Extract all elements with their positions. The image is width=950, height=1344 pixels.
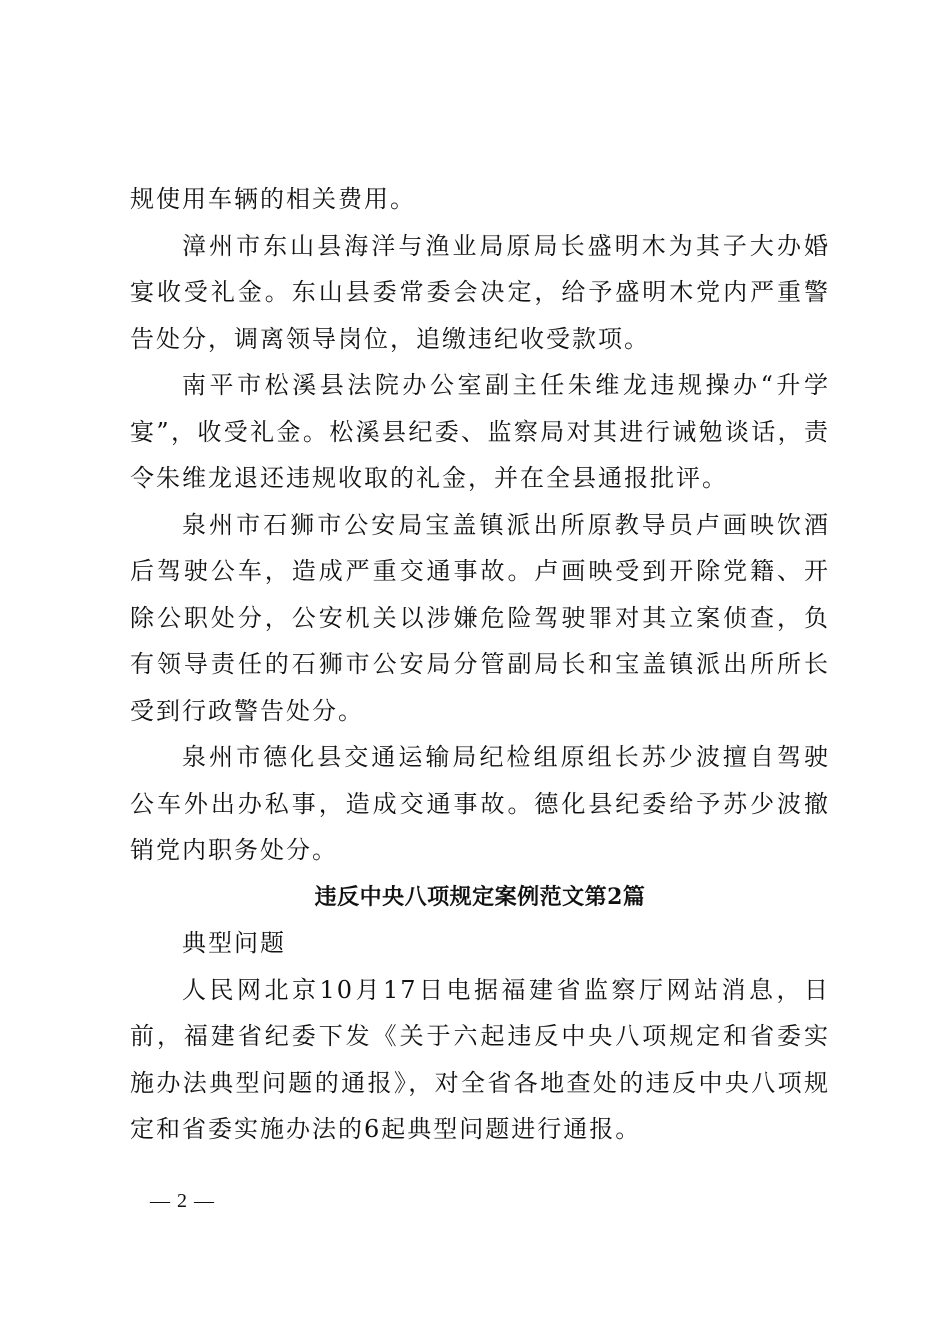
continuation-paragraph: 规使用车辆的相关费用。 [130,185,416,213]
case-paragraph-shishi: 泉州市石狮市公安局宝盖镇派出所原教导员卢画映饮酒后驾驶公车，造成严重交通事故。卢画映受到开除党籍、开除公职处分，公安机关以涉嫌危险驾驶罪对其立案侦查，负有领导责任的石狮市公安局分管副局长和宝盖镇派出所所长受到行政警告处分。 [130,510,830,725]
case-paragraph-nanping: 南平市松溪县法院办公室副主任朱维龙违规操办“升学宴”，收受礼金。松溪县纪委、监察局对其进行诫勉谈话，责令朱维龙退还违规收取的礼金，并在全县通报批评。 [130,371,830,492]
page-number: — 2 — [150,1190,215,1212]
news-paragraph: 人民网北京10月17日电据福建省监察厅网站消息，日前，福建省纪委下发《关于六起违反中央八项规定和省委实施办法典型问题的通报》，对全省各地查处的违反中央八项规定和省委实施办法的6起典型问题进行通报。 [130,975,830,1143]
case-paragraph-dehua: 泉州市德化县交通运输局纪检组原组长苏少波擅自驾驶公车外出办私事，造成交通事故。德化县纪委给予苏少波撤销党内职务处分。 [130,743,830,864]
case-paragraph-zhangzhou: 漳州市东山县海洋与渔业局原局长盛明木为其子大办婚宴收受礼金。东山县委常委会决定，给予盛明木党内严重警告处分，调离领导岗位，追缴违纪收受款项。 [130,231,830,353]
section-heading: 违反中央八项规定案例范文第2篇 [314,883,646,910]
subheading-typical-issues: 典型问题 [182,929,286,957]
document-body [130,176,830,1153]
